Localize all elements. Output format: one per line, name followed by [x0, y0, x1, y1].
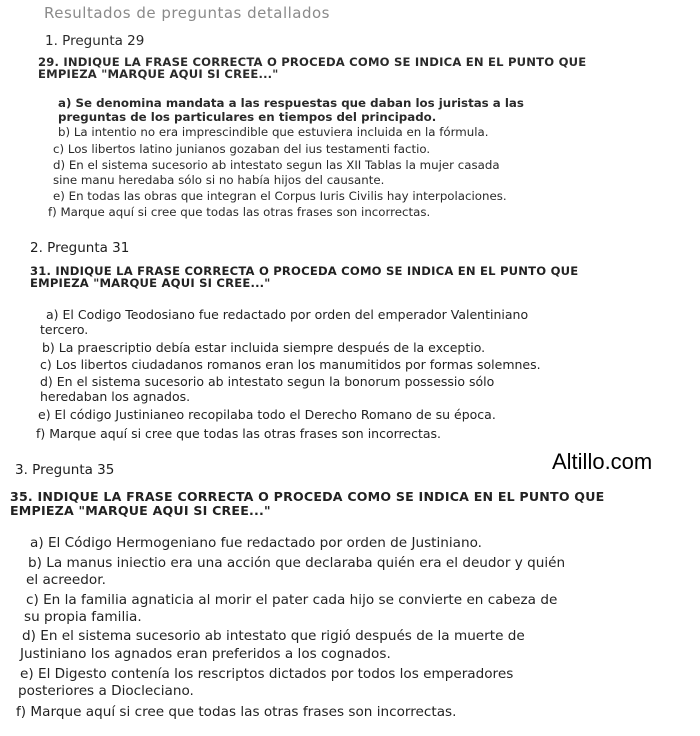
prompt-line: EMPIEZA "MARQUE AQUI SI CREE...": [10, 503, 271, 518]
option-d-cont: Justiniano los agnados eran preferidos a los cognados.: [20, 646, 391, 662]
question-prompt: [38, 56, 586, 80]
option-e: e) El Digesto contenía los rescriptos dictados por todos los emperadores: [20, 666, 514, 682]
option-d: d) En el sistema sucesorio ab intestato segun las XII Tablas la mujer casada: [53, 158, 500, 172]
option-a: a) Se denomina mandata a las respuestas que daban los juristas a las: [58, 96, 524, 110]
option-b: b) La praescriptio debía estar incluida siempre después de la exceptio.: [42, 340, 486, 355]
option-e-cont: posteriores a Diocleciano.: [18, 683, 194, 699]
page-title: Resultados de preguntas detallados: [44, 4, 330, 22]
option-d: d) En el sistema sucesorio ab intestato que rigió después de la muerte de: [22, 628, 525, 644]
option-c-cont: su propia familia.: [24, 609, 142, 625]
option-b: b) La intentio no era imprescindible que estuviera incluida en la fórmula.: [58, 125, 489, 139]
option-e: e) El código Justinianeo recopilaba todo el Derecho Romano de su época.: [38, 407, 496, 422]
option-f: f) Marque aquí si cree que todas las otras frases son incorrectas.: [36, 426, 442, 441]
question-prompt: [10, 490, 604, 518]
option-e: e) En todas las obras que integran el Corpus Iuris Civilis hay interpolaciones.: [53, 189, 507, 203]
option-b: b) La manus iniectio era una acción que declaraba quién era el deudor y quién: [28, 555, 566, 571]
option-f: f) Marque aquí si cree que todas las otras frases son incorrectas.: [16, 704, 457, 720]
question-header: 2. Pregunta 31: [30, 240, 130, 256]
option-f: f) Marque aquí si cree que todas las otras frases son incorrectas.: [48, 205, 431, 219]
option-a-cont: preguntas de los particulares en tiempos del principado.: [58, 110, 437, 124]
option-a: a) El Código Hermogeniano fue redactado por orden de Justiniano.: [30, 535, 482, 551]
option-c: c) Los libertos latino junianos gozaban del ius testamenti factio.: [53, 142, 431, 156]
option-a: a) El Codigo Teodosiano fue redactado por orden del emperador Valentiniano: [46, 307, 529, 322]
option-d-cont: heredaban los agnados.: [40, 389, 191, 404]
prompt-line: EMPIEZA "MARQUE AQUI SI CREE...": [30, 276, 271, 290]
prompt-line: 35. INDIQUE LA FRASE CORRECTA O PROCEDA COMO SE INDICA EN EL PUNTO QUE: [10, 489, 605, 504]
option-d: d) En el sistema sucesorio ab intestato segun la bonorum possessio sólo: [40, 374, 495, 389]
question-prompt: [30, 265, 578, 289]
question-header: 1. Pregunta 29: [45, 33, 145, 49]
option-c: c) En la familia agnaticia al morir el pater cada hijo se convierte en cabeza de: [26, 592, 558, 608]
watermark: Altillo.com: [552, 449, 653, 474]
prompt-line: 29. INDIQUE LA FRASE CORRECTA O PROCEDA COMO SE INDICA EN EL PUNTO QUE: [38, 55, 587, 69]
prompt-line: 31. INDIQUE LA FRASE CORRECTA O PROCEDA COMO SE INDICA EN EL PUNTO QUE: [30, 264, 579, 278]
option-d-cont: sine manu heredaba sólo si no había hijos del causante.: [53, 173, 385, 187]
prompt-line: EMPIEZA "MARQUE AQUI SI CREE...": [38, 67, 279, 81]
option-b-cont: el acreedor.: [26, 572, 106, 588]
question-header: 3. Pregunta 35: [15, 462, 115, 478]
option-c: c) Los libertos ciudadanos romanos eran los manumitidos por formas solemnes.: [40, 357, 541, 372]
option-a-cont: tercero.: [40, 322, 89, 337]
